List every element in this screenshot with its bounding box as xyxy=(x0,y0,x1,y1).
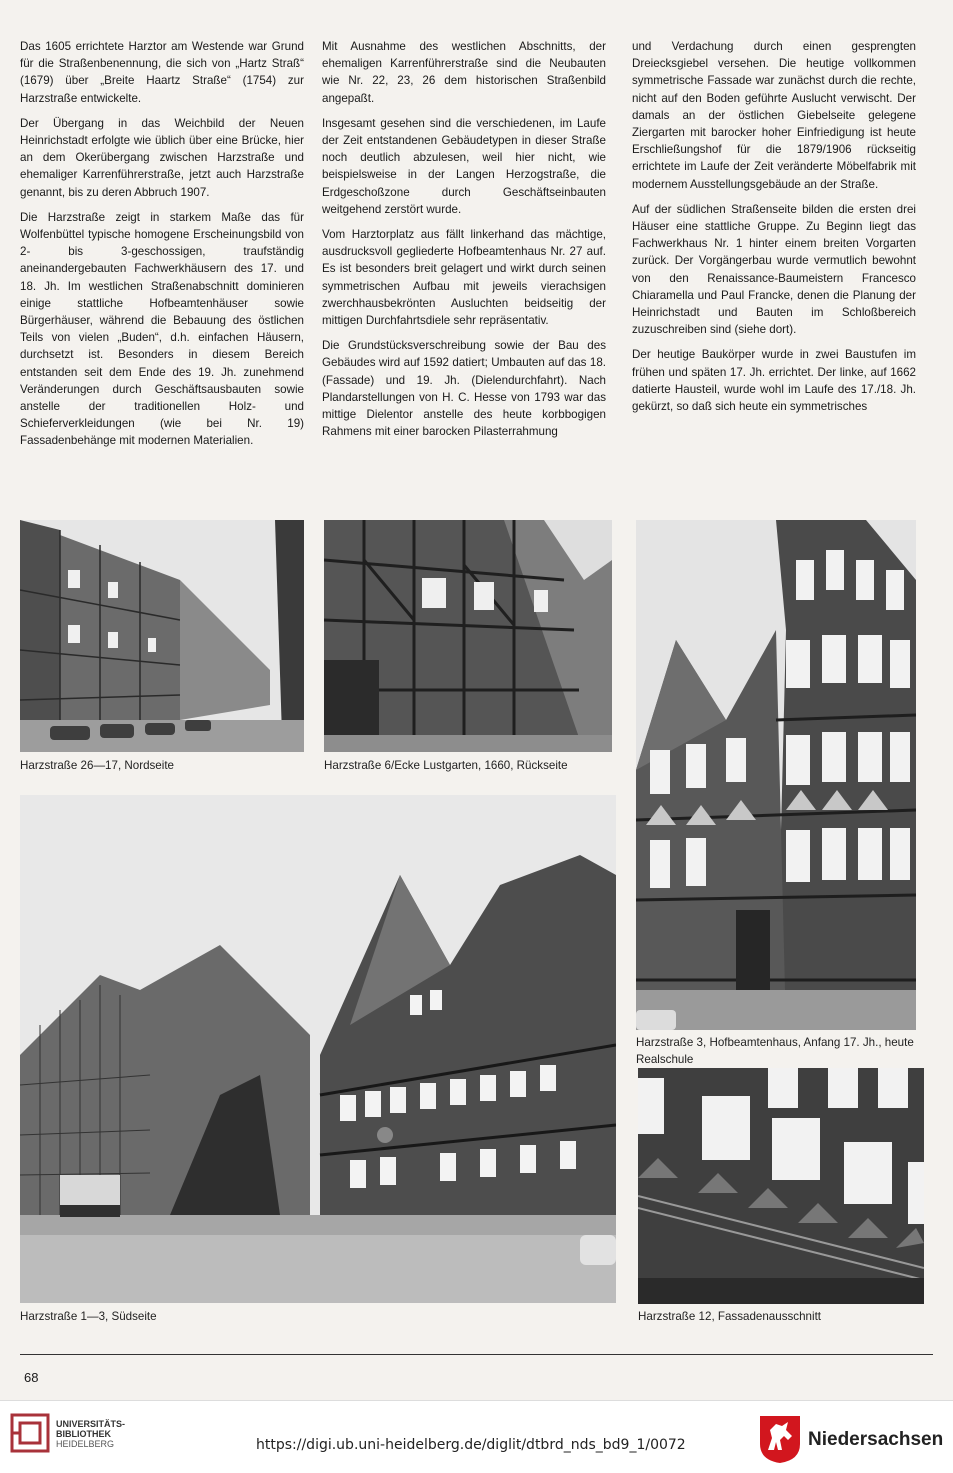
source-url-link[interactable]: https://digi.ub.uni-heidelberg.de/diglit/dtbrd_nds_bd9_1/0072 xyxy=(256,1437,686,1453)
university-library-logo xyxy=(10,1413,50,1453)
bottom-rule xyxy=(20,1354,933,1355)
paragraph: Insgesamt gesehen sind die verschiedenen, im Laufe der Zeit entstandenen Gebäudetypen in dieser Straße noch deutlich abzulesen, weil hier nicht, wie beispielsweise in der Langen Herzogstraße, die Erdgeschoßzone durch Geschäftseinbauten weitgehend zerstört wurde. xyxy=(322,116,606,216)
text-column-1 xyxy=(20,38,304,458)
caption-photo-4: Harzstraße 1—3, Südseite xyxy=(20,1310,157,1323)
caption-photo-2: Harzstraße 6/Ecke Lustgarten, 1660, Rückseite xyxy=(324,759,568,772)
photo-corner-lustgarten xyxy=(324,520,612,752)
lower-saxony-horse-icon xyxy=(758,1414,802,1464)
state-name: Niedersachsen xyxy=(808,1429,944,1450)
library-name-line-2: BIBLIOTHEK xyxy=(56,1429,111,1439)
photo-hofbeamtenhaus xyxy=(636,520,916,1030)
paragraph: Mit Ausnahme des westlichen Abschnitts, der ehemaligen Karrenführerstraße sind die Neubauten wie Nr. 22, 23, 26 dem historischen Straßenbild angepaßt. xyxy=(322,40,606,105)
caption-photo-5: Harzstraße 12, Fassadenausschnitt xyxy=(638,1310,822,1323)
paragraph: Auf der südlichen Straßenseite bilden die ersten drei Häuser eine stattliche Gruppe. Zu Beginn liegt das Fachwerkhaus Nr. 1 hinter einem breiten Vorgarten zurück. Der Vorgängerbau wurde vermutlich bewohnt von den Renaissance-Baumeistern Francesco Chiaramella und Paul Francke, denen die Planung der Heinrichstadt und Bauten im Schloßbereich zuzuschreiben sind (siehe dort). xyxy=(632,202,916,337)
library-name-line-1: UNIVERSITÄTS- xyxy=(56,1419,126,1429)
page-number: 68 xyxy=(24,1370,39,1385)
text-column-3 xyxy=(632,38,916,423)
digitization-footer xyxy=(0,1400,953,1473)
paragraph: Der Übergang in das Weichbild der Neuen Heinrichstadt erfolgte wie üblich über eine Brücke, hier an dem Okerübergang zwischen Harzstraße und ehemaliger Karrenführerstraße, jetzt auch Harzstraße genannt, bis zu deren Abbruch 1907. xyxy=(20,116,304,199)
text-column-2 xyxy=(322,38,606,448)
paragraph: Die Harzstraße zeigt in starkem Maße das für Wolfenbüttel typische homogene Erscheinungsbild von 2- bis 3-geschossigen, traufständig aneinandergebauten Fachwerkhäusern des 17. und 18. Jh. Im westlichen Straßenabschnitt dominieren einige stattliche Hofbeamtenhäuser sowie Bürgerhäuser, während die Bebauung des östlichen Teils von vielen „Buden“, d.h. einfachen Häusern, durchsetzt ist. Besonders in diesem Bereich entstanden seit dem Ende des 19. Jh. zunehmend Veränderungen durch Geschäftsausbauten sowie anstelle der traditionellen Holz- und Schieferverkleidungen (wie bei Nr. 19) Fassadenbehänge mit modernen Materialien. xyxy=(20,210,304,448)
library-name-line-3: HEIDELBERG xyxy=(56,1439,115,1449)
paragraph: Die Grundstücksverschreibung sowie der Bau des Gebäudes wird auf 1592 datiert; Umbauten auf das 18. (Fassade) und 19. Jh. (Dielendurchfahrt). Nach Plandarstellungen von H. C. Hesse von 1793 war das mittige Dielentor anstelle des heute korbbogigen Rahmens mit einer barocken Pilasterrahmung xyxy=(322,339,606,439)
caption-photo-3: Harzstraße 3, Hofbeamtenhaus, Anfang 17. Jh., heute Realschule xyxy=(636,1036,914,1066)
photo-facade-detail xyxy=(638,1068,924,1304)
caption-photo-1: Harzstraße 26—17, Nordseite xyxy=(20,759,175,772)
photo-south-side xyxy=(20,795,616,1303)
paragraph: und Verdachung durch einen gesprengten Dreiecksgiebel versehen. Die heutige vollkommen symmetrische Fassade war zunächst durch die rechte, nicht auf den Boden geführte Auslucht verwischt. Der damals an der östlichen Giebelseite gelegene Ziergarten mit barocker hoher Einfriedigung ist heute Erschließungshof für die 1879/1906 rückseitig errichtete im Laufe der Zeit veränderte Möbelfabrik mit modernem Ausstellungsgebäude an der Straße. xyxy=(632,40,916,191)
university-library-name xyxy=(56,1419,125,1449)
paragraph: Vom Harztorplatz aus fällt linkerhand das mächtige, ausdrucksvoll gegliederte Hofbeamtenhaus Nr. 27 auf. Es ist besonders breit gelagert und wirkt durch seinen symmetrischen Aufbau mit jeweils vierachsigen zwerchhausbekrönten Ausluchten beidseitig der mittigen Durchfahrtsdiele sehr repräsentativ. xyxy=(322,228,606,328)
paragraph: Das 1605 errichtete Harztor am Westende war Grund für die Straßenbenennung, die sich von „Hartz Straß“ (1679) über „Breite Haartz Straße“ (1754) zur Harzstraße entwickelte. xyxy=(20,40,304,105)
photo-street-north-side xyxy=(20,520,304,752)
paragraph: Der heutige Baukörper wurde in zwei Baustufen im frühen und späten 17. Jh. errichtet. Der linke, auf 1662 datierte Hausteil, wurde wohl im Laufe des 17./18. Jh. gekürzt, so daß sich heute ein symmetrisches xyxy=(632,348,916,414)
